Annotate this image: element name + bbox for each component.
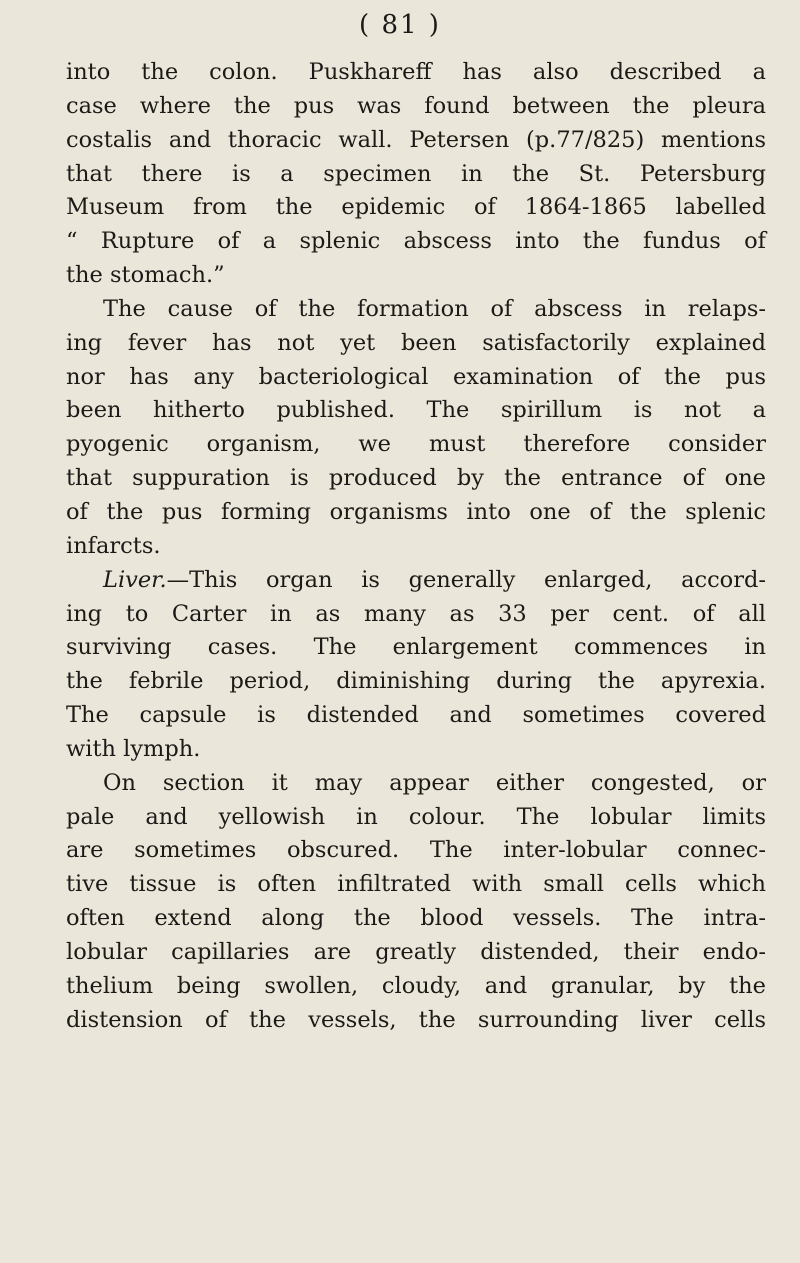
- text-line: that suppuration is produced by the entrance of one: [66, 465, 766, 492]
- text-line: tive tissue is often infiltrated with small cells which: [66, 871, 766, 898]
- text-line: ing fever has not yet been satisfactorily explained: [66, 329, 766, 356]
- text-line: costalis and thoracic wall. Petersen (p.77/825) mentions: [66, 126, 766, 153]
- text-line: “ Rupture of a splenic abscess into the fundus of: [66, 228, 766, 255]
- text-line: often extend along the blood vessels. The intra-: [66, 905, 766, 932]
- text-line: thelium being swollen, cloudy, and granular, by the: [66, 972, 766, 999]
- section-heading-liver: Liver.: [103, 566, 167, 593]
- text-line: distension of the vessels, the surrounding liver cells: [66, 1006, 766, 1033]
- text-line: ing to Carter in as many as 33 per cent. of all: [66, 600, 766, 627]
- text-line: case where the pus was found between the pleura: [66, 92, 766, 119]
- text-line: —This organ is generally enlarged, accord-: [166, 566, 766, 593]
- text-line: The capsule is distended and sometimes covered: [66, 702, 766, 729]
- body-text: [66, 56, 766, 1037]
- text-line: On section it may appear either congested, or: [103, 769, 766, 796]
- text-line: The cause of the formation of abscess in relaps-: [103, 295, 766, 322]
- text-line: with lymph.: [66, 735, 201, 762]
- text-line: pyogenic organism, we must therefore consider: [66, 431, 766, 458]
- text-line: pale and yellowish in colour. The lobular limits: [66, 803, 766, 830]
- text-line: been hitherto published. The spirillum is not a: [66, 397, 766, 424]
- text-line-with-heading: [66, 564, 766, 598]
- text-line: the febrile period, diminishing during the apyrexia.: [66, 668, 766, 695]
- text-line: nor has any bacteriological examination of the pus: [66, 363, 766, 390]
- text-line: lobular capillaries are greatly distended, their endo-: [66, 938, 766, 965]
- page-number: ( 81 ): [359, 10, 441, 40]
- text-line: surviving cases. The enlargement commences in: [66, 634, 766, 661]
- text-line: are sometimes obscured. The inter-lobular connec-: [66, 837, 766, 864]
- text-line: the stomach.”: [66, 262, 225, 289]
- text-line: infarcts.: [66, 532, 161, 559]
- text-line: into the colon. Puskhareff has also described a: [66, 59, 766, 85]
- text-line: of the pus forming organisms into one of the splenic: [66, 498, 766, 525]
- text-line: Museum from the epidemic of 1864-1865 labelled: [66, 194, 766, 221]
- text-line: that there is a specimen in the St. Petersburg: [66, 160, 766, 187]
